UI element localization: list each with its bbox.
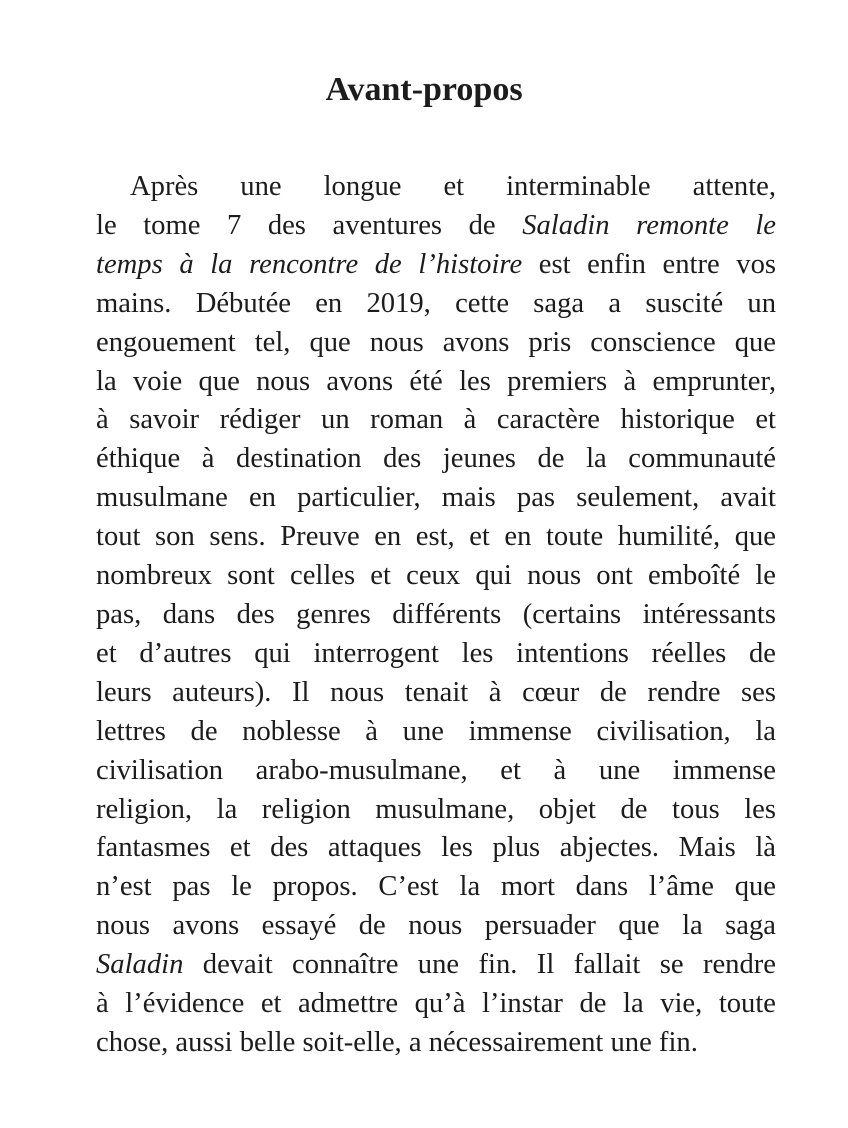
text-line <box>96 829 776 868</box>
text-line <box>96 985 776 1024</box>
text-line <box>96 713 776 752</box>
text-run: le tome 7 des aventures de <box>96 209 523 241</box>
text-run: à l’évidence et admettre qu’à l’instar de la vie, toute <box>96 988 776 1020</box>
text-line <box>96 1024 776 1063</box>
text-line <box>96 168 776 207</box>
text-run: à savoir rédiger un roman à caractère historique et <box>96 404 776 436</box>
text-run: leurs auteurs). Il nous tenait à cœur de rendre ses <box>96 676 776 708</box>
text-run: mains. Débutée en 2019, cette saga a suscité un <box>96 287 776 319</box>
text-run: Après une longue et interminable attente, <box>130 171 776 202</box>
text-line <box>96 440 776 479</box>
text-line <box>96 518 776 557</box>
text-run: n’est pas le propos. C’est la mort dans l’âme que <box>96 871 776 903</box>
text-run: est enfin entre vos <box>522 248 776 280</box>
text-line <box>96 207 776 246</box>
text-run: devait connaître une fin. Il fallait se rendre <box>183 949 776 981</box>
text-run: tout son sens. Preuve en est, et en toute humilité, que <box>96 521 776 553</box>
italic-text: temps à la rencontre de l’histoire <box>96 248 523 280</box>
text-line <box>96 674 776 713</box>
text-run: et d’autres qui interrogent les intentions réelles de <box>96 637 776 669</box>
text-run: nous avons essayé de nous persuader que la saga <box>96 910 776 942</box>
italic-text: Saladin remonte le <box>522 209 776 241</box>
text-run: la voie que nous avons été les premiers à emprunter, <box>96 365 776 397</box>
text-run: éthique à destination des jeunes de la communauté <box>96 443 776 475</box>
text-line <box>96 946 776 985</box>
text-line <box>96 907 776 946</box>
text-line <box>96 363 776 402</box>
text-line <box>96 791 776 830</box>
text-line <box>96 285 776 324</box>
text-run: lettres de noblesse à une immense civilisation, la <box>96 715 776 747</box>
text-run: musulmane en particulier, mais pas seulement, avait <box>96 482 776 514</box>
text-line <box>96 246 776 285</box>
text-line <box>96 596 776 635</box>
text-line <box>96 868 776 907</box>
text-run: pas, dans des genres différents (certains intéressants <box>96 598 776 630</box>
text-run: religion, la religion musulmane, objet de tous les <box>96 793 776 825</box>
text-run: civilisation arabo-musulmane, et à une immense <box>96 754 776 786</box>
text-line <box>96 479 776 518</box>
text-run: engouement tel, que nous avons pris conscience que <box>96 326 776 358</box>
text-line <box>96 752 776 791</box>
text-run: nombreux sont celles et ceux qui nous ont emboîté le <box>96 560 776 592</box>
text-line <box>96 557 776 596</box>
text-run: fantasmes et des attaques les plus abjectes. Mais là <box>96 832 776 864</box>
chapter-title: Avant-propos <box>325 71 523 108</box>
text-line <box>96 324 776 363</box>
body-paragraph <box>96 168 776 1063</box>
text-line <box>96 401 776 440</box>
text-line <box>96 635 776 674</box>
italic-text: Saladin <box>96 949 184 981</box>
text-run: chose, aussi belle soit-elle, a nécessairement une fin. <box>96 1026 698 1058</box>
